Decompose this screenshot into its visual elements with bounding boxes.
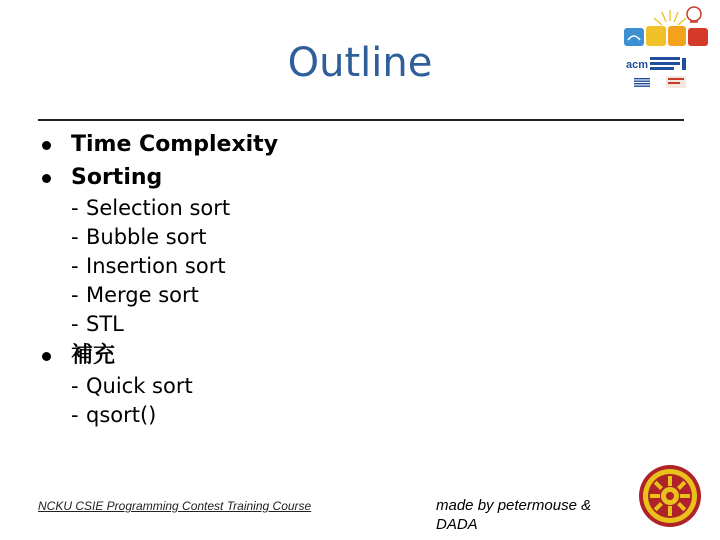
subitem: - STL [71,312,124,336]
outline-item-time-complexity [38,128,538,161]
icpc-logo-icon [620,2,716,98]
subitem: - Insertion sort [71,254,226,278]
title-divider [38,119,684,121]
outline-item-sorting [38,161,538,339]
subitem: - qsort() [71,403,157,427]
outline-list [38,128,538,430]
bullet-dot-icon [42,174,51,183]
university-seal-icon [638,464,702,528]
bullet-dot-icon [42,352,51,361]
acm-logo-text: acm [626,59,649,71]
outline-subitems [71,194,538,339]
bullet-dot-icon [42,141,51,150]
outline-item-label: 補充 [71,343,116,368]
footer-course-name: NCKU CSIE Programming Contest Training Course [38,499,312,513]
footer-author: made by petermouse & DADA [436,497,592,533]
subitem: - Quick sort [71,374,193,398]
outline-item-label: Time Complexity [71,132,279,157]
outline-item-supplement [38,339,538,430]
outline-item-label: Sorting [71,165,163,190]
subitem: - Bubble sort [71,225,207,249]
subitem: - Merge sort [71,283,199,307]
subitem: - Selection sort [71,196,231,220]
outline-subitems [71,372,538,430]
icpc-logo-group [620,2,716,98]
slide-title: Outline [287,40,433,86]
